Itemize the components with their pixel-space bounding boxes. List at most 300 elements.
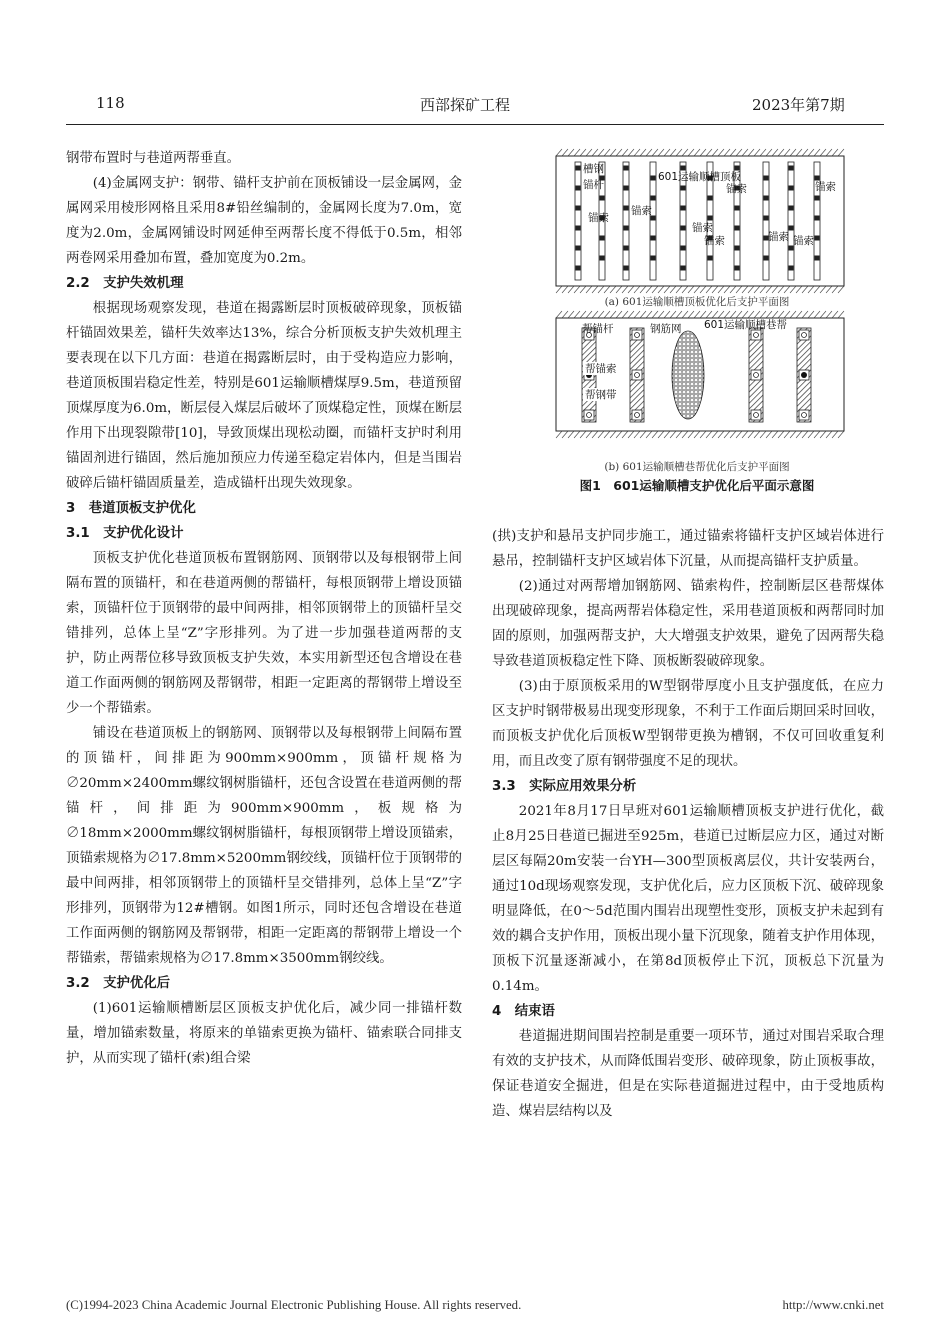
roof-bolt-marker [789, 266, 794, 271]
hatch-line [640, 149, 646, 156]
roof-bolt-marker [624, 206, 629, 211]
hatch-line [808, 311, 814, 318]
hatch-line [760, 431, 766, 438]
hatch-line [646, 286, 652, 293]
hatch-line [718, 311, 724, 318]
hatch-line [646, 431, 652, 438]
hatch-line [634, 311, 640, 318]
hatch-line [586, 149, 592, 156]
roof-bolt-marker [600, 256, 605, 261]
hatch-line [724, 286, 730, 293]
panel-a-label: 锚索 [815, 181, 836, 193]
hatch-line [742, 431, 748, 438]
hatch-line [658, 431, 664, 438]
hatch-line [604, 286, 610, 293]
roof-bolt-marker [815, 176, 820, 181]
hatch-line [670, 149, 676, 156]
hatch-line [568, 431, 574, 438]
copyright-notice: (C)1994-2023 China Academic Journal Electronic Publishing House. All rights reserved. [66, 1298, 522, 1312]
hatch-line [778, 431, 784, 438]
paragraph: 铺设在巷道顶板上的钢筋网、顶钢带以及每根钢带上间隔布置的顶锚杆，间排距为900mm×900mm，顶锚杆规格为∅20mm×2400mm螺纹钢树脂锚杆，还包含设置在巷道两侧的帮锚杆，间排距为900mm×900mm，板规格为∅18mm×2000mm螺纹钢树脂锚杆，每根顶钢带上增设顶锚索，顶锚索规格为∅17.8mm×5200mm钢绞线，顶锚杆位于顶钢带的最中间两排，相邻顶钢带上的顶锚杆呈交错排列，总体上呈“Z”字形排列，顶钢带为12#槽钢。如图1所示，同时还包含增设在巷道工作面两侧的钢筋网及帮钢带，相距一定距离的帮钢带上增设一个帮锚索，帮锚索规格为∅17.8mm×3500mm钢绞线。 [66, 726, 462, 966]
rib-bolt-plate [584, 410, 594, 420]
hatch-line [754, 431, 760, 438]
hatch-line [574, 286, 580, 293]
hatch-line [664, 286, 670, 293]
hatch-line [790, 431, 796, 438]
hatch-line [820, 431, 826, 438]
panel-a-label: 锚索 [588, 212, 609, 224]
hatch-line [754, 149, 760, 156]
hatch-line [706, 431, 712, 438]
roof-bolt-marker [681, 186, 686, 191]
hatch-line [622, 311, 628, 318]
panel-a-label: 锚杆 [583, 179, 604, 191]
roof-bolt-marker [735, 246, 740, 251]
journal-title: 西部探矿工程 [420, 96, 511, 114]
hatch-line [652, 311, 658, 318]
hatch-line [556, 431, 562, 438]
hatch-line [718, 286, 724, 293]
hatch-line [712, 431, 718, 438]
steel-channel-strip [623, 162, 629, 280]
header-rule [66, 124, 884, 125]
hatch-line [586, 431, 592, 438]
roof-bolt-marker [576, 186, 581, 191]
hatch-line [742, 286, 748, 293]
hatch-line [598, 311, 604, 318]
hatch-line [592, 286, 598, 293]
panel-a-caption: (a) 601运输顺槽顶板优化后支护平面图 [604, 296, 790, 308]
hatch-line [730, 311, 736, 318]
hatch-line [574, 311, 580, 318]
hatch-line [652, 149, 658, 156]
hatch-line [604, 431, 610, 438]
roof-bolt-marker [600, 236, 605, 241]
roof-bolt-marker [681, 246, 686, 251]
roof-bolt-marker [815, 236, 820, 241]
roof-bolt-marker [789, 186, 794, 191]
hatch-line [742, 311, 748, 318]
hatch-line [718, 431, 724, 438]
paragraph: (拱)支护和悬吊支护同步施工，通过锚索将锚杆支护区域岩体进行悬吊，控制锚杆支护区域岩体下沉量，从而提高锚杆支护质量。 [492, 529, 884, 569]
paragraph: 巷道掘进期间围岩控制是重要一项环节，通过对围岩采取合理有效的支护技术，从而降低围岩变形、破碎现象，防止顶板事故，保证巷道安全掘进，但是在实际巷道掘进过程中，由于受地质构造、煤岩层结构以及 [492, 1029, 884, 1119]
hatch-line [778, 149, 784, 156]
hatch-line [568, 149, 574, 156]
panel-a-label: 锚索 [631, 205, 652, 217]
hatch-line [832, 311, 838, 318]
hatch-line [748, 286, 754, 293]
roof-bolt-marker [815, 256, 820, 261]
hatch-line [658, 311, 664, 318]
hatch-line [610, 431, 616, 438]
hatch-line [598, 286, 604, 293]
roof-bolt-marker [624, 266, 629, 271]
hatch-line [562, 149, 568, 156]
hatch-line [832, 149, 838, 156]
hatch-line [556, 149, 562, 156]
hatch-line [748, 149, 754, 156]
hatch-line [622, 286, 628, 293]
hatch-line [796, 286, 802, 293]
roof-bolt-marker [764, 196, 769, 201]
hatch-line [568, 286, 574, 293]
rib-bolt-plate [751, 330, 761, 340]
hatch-line [592, 311, 598, 318]
hatch-line [838, 311, 844, 318]
hatch-line [826, 431, 832, 438]
hatch-line [778, 311, 784, 318]
hatch-line [646, 311, 652, 318]
hatch-line [682, 431, 688, 438]
hatch-line [688, 149, 694, 156]
roof-bolt-marker [624, 186, 629, 191]
rib-bolt-plate [799, 330, 809, 340]
hatch-line [706, 311, 712, 318]
hatch-line [808, 286, 814, 293]
hatch-line [814, 149, 820, 156]
hatch-line [772, 431, 778, 438]
roof-bolt-marker [735, 266, 740, 271]
hatch-line [802, 149, 808, 156]
hatch-line [556, 311, 562, 318]
hatch-line [706, 286, 712, 293]
roof-bolt-marker [576, 246, 581, 251]
roof-bolt-marker [789, 206, 794, 211]
hatch-line [592, 431, 598, 438]
hatch-line [802, 286, 808, 293]
hatch-line [562, 311, 568, 318]
hatch-line [712, 286, 718, 293]
hatch-line [838, 286, 844, 293]
hatch-line [640, 286, 646, 293]
roof-bolt-marker [651, 236, 656, 241]
hatch-line [652, 431, 658, 438]
hatch-line [832, 286, 838, 293]
roof-bolt-marker [681, 266, 686, 271]
hatch-line [796, 431, 802, 438]
panel-b-label: 钢筋网 [650, 323, 682, 335]
hatch-line [610, 286, 616, 293]
hatch-line [646, 149, 652, 156]
hatch-line [838, 431, 844, 438]
paragraph: 钢带布置时与巷道两帮垂直。 [66, 151, 241, 166]
hatch-line [718, 149, 724, 156]
right-column [492, 524, 884, 1124]
roof-bolt-marker [815, 216, 820, 221]
paragraph: 根据现场观察发现，巷道在揭露断层时顶板破碎现象，顶板锚杆锚固效果差，锚杆失效率达13%，综合分析顶板支护失效机理主要表现在以下几方面：巷道在揭露断层时，由于受构造应力影响，巷道顶板围岩稳定性差，特别是601运输顺槽煤厚9.5m，巷道预留顶煤厚度为6.0m，断层侵入煤层后破坏了顶煤稳定性，顶煤在断层作用下出现裂隙带[10]，导致顶煤出现松动圈，而锚杆支护时利用锚固剂进行锚固，然后施加预应力传递至稳定岩体内，但是当围岩破碎后锚杆锚固质量差，造成锚杆出现失效现象。 [66, 301, 462, 491]
roof-bolt-marker [600, 196, 605, 201]
paragraph: (1)601运输顺槽断层区顶板支护优化后，减少同一排锚杆数量，增加锚索数量，将原来的单锚索更换为锚杆、锚索联合同排支护，从而实现了锚杆(索)组合梁 [66, 1001, 462, 1066]
hatch-line [688, 431, 694, 438]
hatch-line [730, 286, 736, 293]
hatch-line [616, 431, 622, 438]
hatch-line [694, 431, 700, 438]
hatch-line [784, 431, 790, 438]
hatch-line [622, 431, 628, 438]
roof-bolt-marker [789, 226, 794, 231]
roof-bolt-marker [735, 226, 740, 231]
roof-bolt-marker [764, 216, 769, 221]
hatch-line [730, 431, 736, 438]
roof-bolt-marker [735, 166, 740, 171]
paragraph: (3)由于原顶板采用的W型钢带厚度小且支护强度低，在应力区支护时钢带极易出现变形现象，不利于工作面后期回采时回收，而顶板支护优化后顶板W型钢带更换为槽钢，不仅可回收重复利用，而且改变了原有钢带强度不足的现状。 [492, 679, 884, 769]
hatch-line [772, 149, 778, 156]
hatch-line [634, 149, 640, 156]
hatch-line [796, 311, 802, 318]
hatch-line [760, 311, 766, 318]
roof-bolt-marker [681, 226, 686, 231]
left-column [66, 146, 462, 1071]
hatch-line [724, 149, 730, 156]
hatch-line [586, 286, 592, 293]
panel-b-label: 帮锚杆 [582, 323, 614, 335]
roof-bolt-marker [651, 176, 656, 181]
hatch-line [598, 431, 604, 438]
rib-bolt-plate [799, 410, 809, 420]
hatch-line [784, 286, 790, 293]
hatch-line [562, 431, 568, 438]
roof-bolt-marker [624, 246, 629, 251]
rib-bolt-plate [751, 370, 761, 380]
roof-bolt-marker [735, 206, 740, 211]
hatch-line [622, 149, 628, 156]
section-heading: 4 结束语 [492, 1004, 555, 1019]
section-heading: 3 巷道顶板支护优化 [66, 501, 196, 516]
hatch-line [826, 149, 832, 156]
hatch-line [766, 431, 772, 438]
roof-bolt-marker [708, 216, 713, 221]
hatch-line [712, 311, 718, 318]
roof-bolt-marker [576, 226, 581, 231]
section-heading: 3.3 实际应用效果分析 [492, 779, 637, 794]
hatch-line [814, 286, 820, 293]
hatch-line [700, 286, 706, 293]
hatch-line [670, 311, 676, 318]
hatch-line [820, 311, 826, 318]
hatch-line [730, 149, 736, 156]
hatch-line [790, 311, 796, 318]
hatch-line [640, 431, 646, 438]
hatch-line [670, 431, 676, 438]
hatch-line [736, 286, 742, 293]
hatch-line [586, 311, 592, 318]
issue-label: 2023年第7期 [752, 96, 845, 114]
hatch-line [736, 431, 742, 438]
hatch-line [628, 149, 634, 156]
hatch-line [658, 286, 664, 293]
roof-bolt-marker [651, 196, 656, 201]
hatch-line [664, 431, 670, 438]
footer-url: http://www.cnki.net [782, 1298, 884, 1312]
hatch-line [580, 431, 586, 438]
hatch-line [736, 311, 742, 318]
panel-a-label: 锚索 [692, 222, 713, 234]
page-number: 118 [96, 94, 125, 112]
hatch-line [808, 149, 814, 156]
hatch-line [706, 149, 712, 156]
hatch-line [634, 431, 640, 438]
hatch-line [580, 149, 586, 156]
hatch-line [754, 311, 760, 318]
paragraph: 顶板支护优化巷道顶板布置钢筋网、顶钢带以及每根钢带上间隔布置的顶锚杆，和在巷道两侧的帮锚杆，每根顶钢带上增设顶锚索，顶锚杆位于顶钢带的最中间两排，相邻顶钢带上的顶锚杆呈交错排列，总体上呈“Z”字形排列。为了进一步加强巷道两帮的支护，防止两帮位移导致顶板支护失效，本实用新型还包含增设在巷道工作面两侧的钢筋网及帮钢带，相距一定距离的帮钢带上增设至少一个帮锚索。 [66, 551, 462, 716]
hatch-line [652, 286, 658, 293]
steel-mesh [672, 331, 704, 419]
hatch-line [616, 286, 622, 293]
hatch-line [568, 311, 574, 318]
roof-bolt-marker [708, 196, 713, 201]
hatch-line [598, 149, 604, 156]
hatch-line [748, 311, 754, 318]
hatch-line [664, 311, 670, 318]
hatch-line [694, 286, 700, 293]
hatch-line [688, 286, 694, 293]
steel-channel-strip [788, 162, 794, 280]
hatch-line [724, 431, 730, 438]
hatch-line [664, 149, 670, 156]
rib-cable-bolt [801, 372, 807, 378]
roof-bolt-marker [789, 166, 794, 171]
hatch-line [580, 286, 586, 293]
hatch-line [814, 431, 820, 438]
hatch-line [634, 286, 640, 293]
hatch-line [760, 286, 766, 293]
panel-a-label: 锚索 [768, 231, 789, 243]
panel-b-label: 帮钢带 [585, 389, 617, 401]
hatch-line [610, 311, 616, 318]
hatch-line [772, 311, 778, 318]
panel-b-diagram [556, 311, 844, 438]
hatch-line [700, 431, 706, 438]
roof-bolt-marker [651, 256, 656, 261]
hatch-line [574, 149, 580, 156]
hatch-line [700, 311, 706, 318]
hatch-line [580, 311, 586, 318]
hatch-line [628, 286, 634, 293]
hatch-line [682, 149, 688, 156]
panel-a-label: 锚索 [704, 235, 725, 247]
rib-bolt-plate [751, 410, 761, 420]
roof-bolt-marker [576, 166, 581, 171]
roof-bolt-marker [708, 256, 713, 261]
hatch-line [766, 286, 772, 293]
hatch-line [616, 149, 622, 156]
hatch-line [712, 149, 718, 156]
hatch-line [616, 311, 622, 318]
hatch-line [754, 286, 760, 293]
hatch-line [604, 149, 610, 156]
hatch-line [574, 431, 580, 438]
panel-a-label: 锚索 [726, 183, 747, 195]
hatch-line [808, 431, 814, 438]
hatch-line [760, 149, 766, 156]
hatch-line [778, 286, 784, 293]
hatch-line [784, 311, 790, 318]
hatch-line [592, 149, 598, 156]
roof-bolt-marker [576, 206, 581, 211]
rib-bolt-plate [632, 410, 642, 420]
steel-channel-strip [575, 162, 581, 280]
roof-bolt-marker [815, 196, 820, 201]
rib-bolt-plate [632, 330, 642, 340]
section-heading: 3.1 支护优化设计 [66, 526, 184, 541]
panel-b-label: 601运输顺槽巷帮 [704, 319, 788, 331]
hatch-line [766, 311, 772, 318]
hatch-line [826, 311, 832, 318]
hatch-line [748, 431, 754, 438]
hatch-line [694, 311, 700, 318]
hatch-line [826, 286, 832, 293]
hatch-line [676, 431, 682, 438]
hatch-line [628, 431, 634, 438]
panel-a-diagram [556, 149, 844, 293]
paragraph: (2)通过对两帮增加钢筋网、锚索构件，控制断层区巷帮煤体出现破碎现象，提高两帮岩体稳定性，采用巷道顶板和两帮同时加固的原则，加强两帮支护，大大增强支护效果，避免了因两帮失稳导致巷道顶板稳定性下降、顶板断裂破碎现象。 [492, 579, 884, 669]
panel-a-label: 槽钢 [583, 163, 604, 175]
roof-bolt-marker [681, 206, 686, 211]
panel-b-label: 帮锚索 [585, 363, 617, 375]
hatch-line [610, 149, 616, 156]
hatch-line [628, 311, 634, 318]
hatch-line [700, 149, 706, 156]
hatch-line [772, 286, 778, 293]
paragraph: (4)金属网支护：钢带、锚杆支护前在顶板铺设一层金属网，金属网采用棱形网格且采用8#铅丝编制的，金属网长度为7.0m，宽度为2.0m，金属网铺设时网延伸至两帮长度不得低于0.5m，相邻两卷网采用叠加布置，叠加宽度为0.2m。 [66, 176, 462, 266]
hatch-line [802, 311, 808, 318]
hatch-line [784, 149, 790, 156]
hatch-line [820, 286, 826, 293]
hatch-line [814, 311, 820, 318]
roof-bolt-marker [624, 226, 629, 231]
hatch-line [640, 311, 646, 318]
roof-bolt-marker [624, 166, 629, 171]
footer [66, 1298, 884, 1313]
hatch-line [802, 431, 808, 438]
section-heading: 2.2 支护失效机理 [66, 276, 184, 291]
hatch-line [658, 149, 664, 156]
hatch-line [790, 286, 796, 293]
hatch-line [688, 311, 694, 318]
hatch-line [676, 311, 682, 318]
hatch-line [742, 149, 748, 156]
roof-bolt-marker [576, 266, 581, 271]
hatch-line [832, 431, 838, 438]
rib-bolt-plate [632, 370, 642, 380]
figure-caption: 图1 601运输顺槽支护优化后平面示意图 [579, 478, 815, 493]
hatch-line [556, 286, 562, 293]
hatch-line [682, 311, 688, 318]
hatch-line [820, 149, 826, 156]
roof-bolt-marker [764, 176, 769, 181]
hatch-line [694, 149, 700, 156]
hatch-line [724, 311, 730, 318]
panel-a-label: 锚索 [793, 235, 814, 247]
roof-bolt-marker [681, 166, 686, 171]
hatch-line [736, 149, 742, 156]
hatch-line [682, 286, 688, 293]
hatch-line [676, 149, 682, 156]
hatch-line [676, 286, 682, 293]
paragraph: 2021年8月17日早班对601运输顺槽顶板支护进行优化，截止8月25日巷道已掘进至925m，巷道已过断层应力区，通过对断层区每隔20m安装一台YH—300型顶板离层仪，共计安装两台，通过10d现场观察发现，支护优化后，应力区顶板下沉、破碎现象明显降低，在0～5d范围内围岩出现塑性变形，顶板支护未起到有效的耦合支护作用，顶板出现小量下沉现象，随着支护作用体现，顶板下沉量逐渐减小，在第8d顶板停止下沉，顶板总下沉量为0.14m。 [492, 804, 884, 994]
hatch-line [604, 311, 610, 318]
panel-b-caption: (b) 601运输顺槽巷帮优化后支护平面图 [604, 461, 790, 473]
hatch-line [796, 149, 802, 156]
hatch-line [670, 286, 676, 293]
hatch-line [562, 286, 568, 293]
panel-a-label: 601运输顺槽顶板 [658, 171, 742, 183]
figure-1 [540, 148, 854, 493]
hatch-line [790, 149, 796, 156]
roof-bolt-marker [764, 256, 769, 261]
hatch-line [838, 149, 844, 156]
hatch-line [766, 149, 772, 156]
